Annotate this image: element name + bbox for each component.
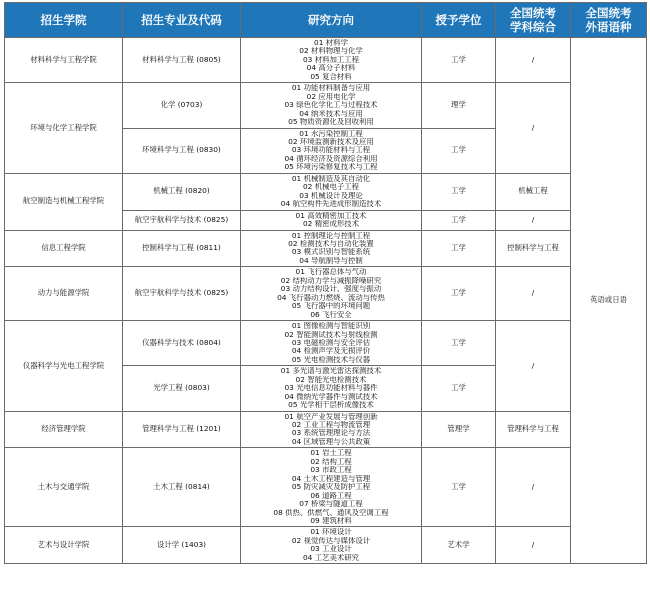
admissions-table-container	[4, 2, 646, 564]
degree-cell: 工学	[422, 366, 496, 411]
subject-cell: /	[496, 527, 571, 564]
direction-item: 01 多光谱与激光雷达探测技术	[280, 367, 382, 376]
direction-cell	[241, 321, 422, 366]
table-row	[5, 267, 647, 321]
table-row	[5, 173, 647, 210]
table-row	[5, 230, 647, 267]
college-cell: 经济管理学院	[5, 411, 123, 448]
direction-item: 01 岩土工程	[310, 449, 352, 458]
header-unified-foreign-line2: 外语语种	[585, 20, 632, 34]
college-cell: 信息工程学院	[5, 230, 123, 267]
direction-cell	[241, 83, 422, 128]
major-cell: 航空宇航科学与技术 (0825)	[123, 267, 241, 321]
direction-cell	[241, 411, 422, 448]
college-cell: 艺术与设计学院	[5, 527, 123, 564]
college-cell: 动力与能源学院	[5, 267, 123, 321]
direction-item: 02 视觉传达与媒体设计	[291, 536, 371, 545]
direction-item: 01 图像检测与智能识别	[291, 322, 371, 331]
header-unified-subject-line1: 全国统考	[510, 6, 556, 20]
degree-cell: 工学	[422, 173, 496, 210]
direction-item: 04 区域管理与公共政策	[291, 437, 371, 446]
direction-item: 04 纳米技术与应用	[299, 109, 363, 118]
direction-item: 04 循环经济及资源综合利用	[284, 154, 378, 163]
direction-item: 02 应用电化学	[306, 92, 356, 101]
table-row	[5, 38, 647, 83]
header-unified-subject-line2: 学科综合	[510, 20, 556, 34]
direction-item: 01 控制理论与控制工程	[291, 231, 371, 240]
header-direction: 研究方向	[241, 3, 422, 38]
direction-item: 03 模式识别与智能系统	[291, 248, 371, 257]
direction-cell	[241, 128, 422, 173]
direction-item: 03 材料加工工程	[302, 55, 360, 64]
degree-cell: 工学	[422, 230, 496, 267]
direction-cell	[241, 366, 422, 411]
direction-item: 01 机械制造及其自动化	[291, 174, 371, 183]
direction-item: 02 工业工程与物流管理	[291, 421, 371, 430]
direction-item: 07 桥梁与隧道工程	[299, 500, 363, 509]
direction-item: 02 智能测试技术与射线检测	[284, 330, 378, 339]
direction-cell	[241, 38, 422, 83]
table-row	[5, 83, 647, 128]
direction-item: 03 系统管理理论与方法	[291, 429, 371, 438]
direction-item: 06 飞行安全	[310, 310, 352, 319]
degree-cell: 工学	[422, 448, 496, 527]
major-cell: 材料科学与工程 (0805)	[123, 38, 241, 83]
direction-item: 02 结构工程	[310, 457, 352, 466]
direction-item: 03 机械设计及理论	[299, 191, 363, 200]
direction-cell	[241, 267, 422, 321]
direction-item: 03 电磁检测与安全评估	[291, 338, 371, 347]
direction-item: 09 建筑材料	[310, 517, 352, 526]
major-cell: 管理科学与工程 (1201)	[123, 411, 241, 448]
direction-item: 05 环境污染修复技术与工程	[284, 163, 378, 172]
header-unified-subject	[496, 3, 571, 38]
subject-cell: /	[496, 448, 571, 527]
table-row	[5, 411, 647, 448]
direction-item: 06 道路工程	[310, 491, 352, 500]
major-cell: 控制科学与工程 (0811)	[123, 230, 241, 267]
direction-item: 02 环境监测新技术及应用	[288, 137, 374, 146]
college-cell: 环境与化学工程学院	[5, 83, 123, 174]
table-row	[5, 321, 647, 366]
table-body	[5, 38, 647, 564]
direction-item: 04 导航制导与控制	[299, 256, 363, 265]
direction-cell	[241, 230, 422, 267]
direction-item: 02 机械电子工程	[302, 183, 360, 192]
subject-cell: /	[496, 83, 571, 174]
direction-item: 04 工艺美术研究	[302, 553, 360, 562]
major-cell: 机械工程 (0820)	[123, 173, 241, 210]
direction-item: 02 结构动力学与减振降噪研究	[280, 276, 382, 285]
subject-cell: /	[496, 38, 571, 83]
foreign-language-cell: 英语或日语	[571, 38, 647, 564]
table-row	[5, 448, 647, 527]
direction-item: 05 复合材料	[310, 72, 352, 81]
major-cell: 土木工程 (0814)	[123, 448, 241, 527]
degree-cell: 工学	[422, 267, 496, 321]
direction-item: 04 飞行器动力燃烧、流动与传热	[277, 293, 385, 302]
degree-cell: 工学	[422, 128, 496, 173]
direction-item: 03 工业设计	[310, 545, 352, 554]
college-cell: 航空制造与机械工程学院	[5, 173, 123, 230]
major-cell: 环境科学与工程 (0830)	[123, 128, 241, 173]
header-unified-foreign-line1: 全国统考	[585, 6, 632, 20]
college-cell: 材料科学与工程学院	[5, 38, 123, 83]
subject-cell: 控制科学与工程	[496, 230, 571, 267]
direction-item: 05 防灾减灾及防护工程	[291, 483, 371, 492]
direction-item: 04 检测声学及无损评价	[291, 347, 371, 356]
direction-item: 08 供热、供燃气、通风及空调工程	[273, 508, 389, 517]
subject-cell: /	[496, 321, 571, 412]
direction-cell	[241, 210, 422, 230]
degree-cell: 工学	[422, 210, 496, 230]
degree-cell: 工学	[422, 38, 496, 83]
direction-item: 05 光学相干层析成像技术	[288, 401, 374, 410]
major-cell: 航空宇航科学与技术 (0825)	[123, 210, 241, 230]
major-cell: 设计学 (1403)	[123, 527, 241, 564]
direction-item: 01 高效精密加工技术	[295, 211, 367, 220]
direction-item: 03 环境功能材料与工程	[291, 146, 371, 155]
direction-item: 03 市政工程	[310, 466, 352, 475]
college-cell: 仪器科学与光电工程学院	[5, 321, 123, 412]
table-row	[5, 527, 647, 564]
degree-cell: 艺术学	[422, 527, 496, 564]
degree-cell: 管理学	[422, 411, 496, 448]
direction-item: 01 环境设计	[310, 528, 352, 537]
major-cell: 化学 (0703)	[123, 83, 241, 128]
direction-item: 05 物质资源化及回收利用	[288, 118, 374, 127]
subject-cell: /	[496, 267, 571, 321]
direction-item: 02 智能光电检测技术	[295, 375, 367, 384]
subject-cell: 机械工程	[496, 173, 571, 210]
direction-item: 04 土木工程建造与管理	[291, 474, 371, 483]
direction-item: 02 检测技术与自动化装置	[288, 239, 374, 248]
major-cell: 光学工程 (0803)	[123, 366, 241, 411]
direction-item: 01 材料学	[314, 39, 348, 47]
direction-item: 02 材料物理与化学	[299, 47, 363, 56]
header-row	[5, 3, 647, 38]
direction-item: 04 高分子材料	[306, 64, 356, 73]
header-major: 招生专业及代码	[123, 3, 241, 38]
college-cell: 土木与交通学院	[5, 448, 123, 527]
direction-item: 01 航空产业发展与管理创新	[284, 412, 378, 421]
header-college: 招生学院	[5, 3, 123, 38]
direction-item: 01 飞行器总体与气动	[295, 268, 367, 277]
direction-cell	[241, 173, 422, 210]
direction-item: 01 水污染控制工程	[299, 129, 363, 138]
degree-cell: 理学	[422, 83, 496, 128]
direction-item: 03 动力结构设计、强度与振动	[280, 285, 382, 294]
direction-item: 05 飞行器中的环境问题	[291, 302, 371, 311]
direction-item: 04 微纳光学器件与测试技术	[284, 392, 378, 401]
direction-item: 03 光电信息功能材料与器件	[284, 384, 378, 393]
direction-cell	[241, 527, 422, 564]
direction-item: 04 航空构件先进成形制造技术	[280, 200, 382, 209]
degree-cell: 工学	[422, 321, 496, 366]
header-unified-foreign	[571, 3, 647, 38]
major-cell: 仪器科学与技术 (0804)	[123, 321, 241, 366]
header-degree: 授予学位	[422, 3, 496, 38]
admissions-table	[4, 2, 647, 564]
direction-item: 03 绿色化学化工与过程技术	[284, 101, 378, 110]
direction-item: 05 光电检测技术与仪器	[291, 355, 371, 364]
direction-item: 01 功能材料制备与应用	[291, 84, 371, 93]
subject-cell: 管理科学与工程	[496, 411, 571, 448]
subject-cell: /	[496, 210, 571, 230]
direction-item: 02 精密成形技术	[302, 220, 360, 229]
direction-cell	[241, 448, 422, 527]
